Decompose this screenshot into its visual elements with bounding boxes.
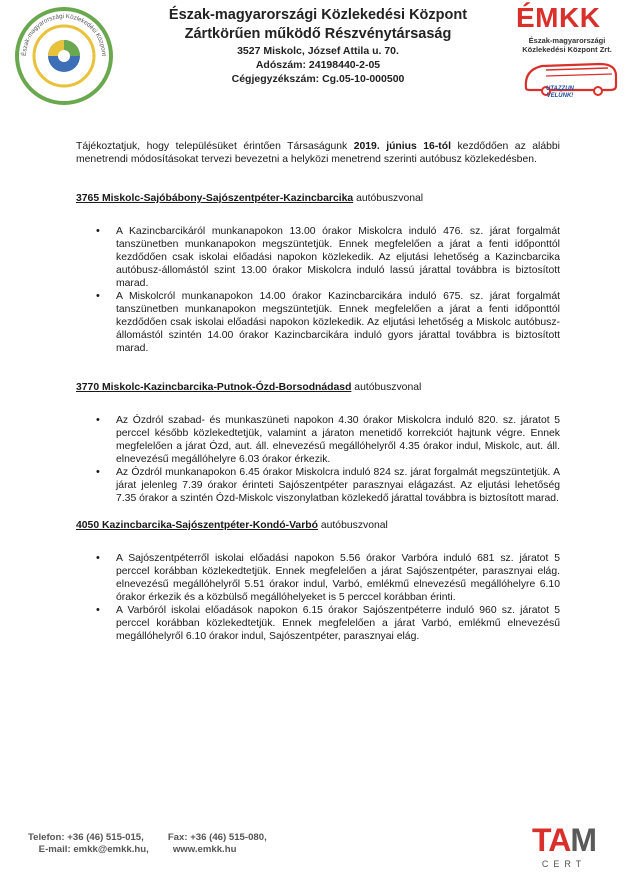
- route-code: 4050 Kazincbarcika-Sajószentpéter-Kondó-Varbó: [76, 520, 318, 531]
- brand-subtitle-line-1: Észak-magyarországi: [528, 36, 606, 45]
- route-suffix: autóbuszvonal: [353, 193, 424, 204]
- phone-number: Telefon: +36 (46) 515-015,: [28, 832, 144, 843]
- tam-brand-m: M: [570, 822, 596, 858]
- section-spacer: [76, 355, 560, 381]
- bus-slogan-line-2: VELÜNK!: [546, 93, 574, 99]
- tam-brand-ta: TA: [532, 822, 571, 858]
- route-changes-3765: [76, 225, 560, 355]
- website: www.emkk.hu: [172, 844, 237, 855]
- cert-label: CERT: [541, 859, 587, 869]
- emkk-round-logo-icon: [14, 6, 114, 106]
- org-tax-number: Adószám: 24198440-2-05: [255, 59, 381, 71]
- list-item: • A Miskolcról munkanapokon 14.00 órakor Kazincbarcikára induló 675. sz. járat forgalmát tanszünetben munkanapokon megszüntetjük. Ennek megfelelően a járat a fenti időponttól kezdődően csak iskolai előadási napokon közlekedik. Az eljutási lehetőség a Miskolc autóbusz-állomástól szintén 14.00 órakor Kazincbarcikára induló gyors járattal továbbra is biztosított marad.: [76, 290, 560, 355]
- fax-number: Fax: +36 (46) 515-080,: [167, 832, 267, 843]
- route-title-3770: [76, 381, 560, 394]
- route-code: 3770 Miskolc-Kazincbarcika-Putnok-Ózd-Borsodnádasd: [76, 382, 352, 393]
- list-item: • Az Ózdról szabad- és munkaszüneti napokon 4.30 órakor Miskolcra induló 820. sz. járatot 5 perccel később közlekedtetjük, valamint a járaton menetidő korrekciót hajtunk végre. Ennek megfelelően a járat Ózd, aut. áll. elnevezésű megállóhelyről 4.35 órakor indul, Miskolc, aut. áll. elnevezésű megállóhelyre 6.03 órakor érkezik.: [76, 414, 560, 466]
- svg-text:Észak-magyarországi Közlekedés: Észak-magyarországi Közlekedési Központ: [20, 12, 108, 57]
- letter-body: [76, 140, 560, 643]
- route-suffix: autóbuszvonal: [351, 382, 422, 393]
- org-name: Észak-magyarországi Közlekedési Központ: [168, 7, 468, 23]
- intro-date: 2019. június 16-tól: [353, 141, 451, 152]
- bus-slogan: [546, 86, 574, 100]
- org-registry: Cégjegyzékszám: Cg.05-10-000500: [231, 73, 405, 85]
- intro-paragraph: [76, 140, 560, 166]
- bus-slogan-line-1: UTAZZUN: [546, 86, 574, 92]
- tam-cert-logo: [516, 823, 612, 875]
- intro-text-after: kezdődően az alábbi menetrendi módosításokat tervezi bevezetni a helyközi menetrend szerinti autóbusz közlekedésben.: [76, 141, 560, 165]
- brand-subtitle-line-2: Közlekedési Központ Zrt.: [522, 45, 612, 54]
- org-address: 3527 Miskolc, József Attila u. 70.: [237, 45, 399, 57]
- company-info: [120, 6, 516, 86]
- tam-brand: [516, 823, 612, 857]
- letter-footer: [0, 820, 636, 877]
- brand-subtitle: [514, 36, 620, 54]
- list-item: • A Sajószentpéterről iskolai előadási napokon 5.56 órakor Varbóra induló 681 sz. járatot 5 perccel korábban közlekedtetjük. Ennek megfelelően a járat Sajószentpéter, parasznyai elág. elnevezésű megállóhelyről 5.51 órakor indul, Varbó, emlékmű elnevezésű megállóhelyre 6.10 órakor érkezik és a közbülső megállóhelyeket is 5 perccel korábban érinti.: [76, 552, 560, 604]
- section-spacer: [76, 505, 560, 519]
- route-code: 3765 Miskolc-Sajóbábony-Sajószentpéter-Kazincbarcika: [76, 193, 354, 204]
- route-title-3765: [76, 192, 560, 205]
- brand-name: ÉMKK: [516, 2, 601, 33]
- contact-info: [28, 832, 267, 856]
- emkk-brand-logo: [512, 2, 622, 102]
- list-item: • A Varbóról iskolai előadások napokon 6.15 órakor Sajószentpéterre induló 960 sz. járatot 5 perccel korábban közlekedtetjük. Ennek megfelelően a járat Varbó, emlékmű elnevezésű megállóhelyről 6.10 órakor indul, Sajószentpéter, parasznyai elág.: [76, 604, 560, 643]
- route-changes-3770: [76, 414, 560, 505]
- list-item: • Az Ózdról munkanapokon 6.45 órakor Miskolcra induló 824 sz. járat forgalmát megszüntetjük. A járat jelenleg 7.39 órakor érinteti Sajószentpéter parasznyai elágazást. Az eljutási lehetőség 7.35 órakor a szintén Ózd-Miskolc viszonylatban közlekedő járattal továbbra is biztosított marad.: [76, 466, 560, 505]
- contact-row-1: [28, 832, 267, 844]
- route-changes-4050: [76, 552, 560, 643]
- intro-text-before: Tájékoztatjuk, hogy településüket érintően Társaságunk: [76, 141, 354, 152]
- email-address: E-mail: emkk@emkk.hu,: [38, 844, 149, 855]
- list-item: • A Kazincbarcikáról munkanapokon 13.00 órakor Miskolcra induló 476. sz. járat forgalmát tanszünetben munkanapokon megszüntetjük. Ennek megfelelően a járat a fenti időponttól kezdődően csak iskolai előadási napokon közlekedik. Az eljutási lehetőség a Kazincbarcika autóbusz-állomástól szint 13.00 órakor Miskolcra induló lassú járattal továbbra is biztosított marad.: [76, 225, 560, 290]
- org-type: Zártkörűen működő Részvénytársaság: [184, 26, 452, 42]
- contact-row-2: [28, 844, 267, 856]
- route-suffix: autóbuszvonal: [317, 520, 388, 531]
- letterhead: [0, 0, 636, 108]
- route-title-4050: [76, 519, 560, 532]
